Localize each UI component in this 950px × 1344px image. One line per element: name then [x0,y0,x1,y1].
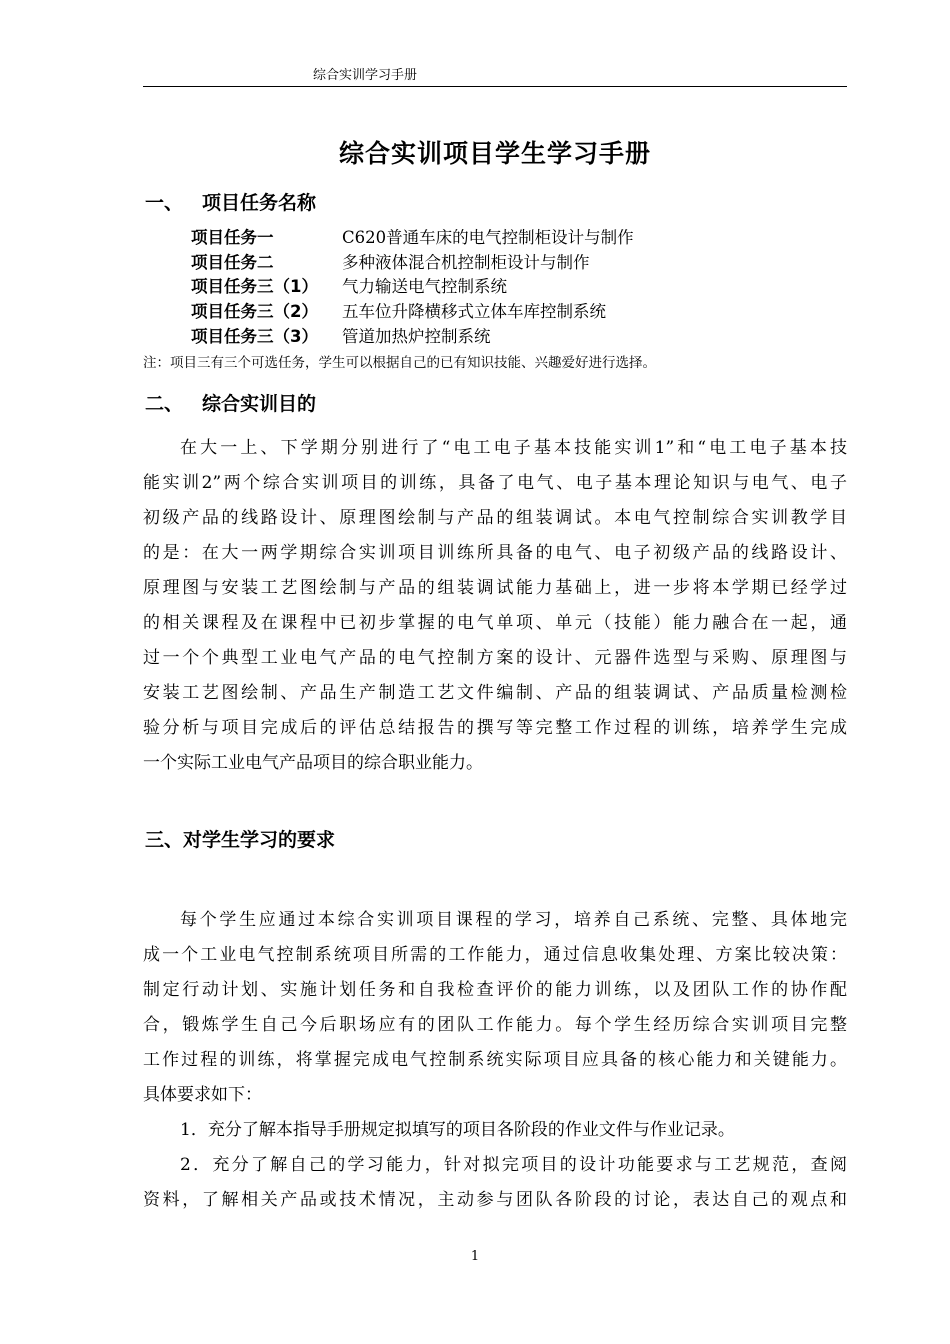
task-row [191,325,491,349]
task-row [191,300,606,324]
task-note: 注：项目三有三个可选任务，学生可以根据自己的已有知识技能、兴趣爱好进行选择。 [143,355,656,371]
paragraph-line: 制定行动计划、实施计划任务和自我检查评价的能力训练，以及团队工作的协作配 [143,980,847,1000]
task-name: 五车位升降横移式立体车库控制系统 [342,302,606,321]
section-number: 二、 [145,393,184,415]
page-number: 1 [470,1249,480,1264]
section-heading-training-purpose [145,389,316,416]
paragraph-line: 的相关课程及在课程中已初步掌握的电气单项、单元（技能）能力融合在一起，通 [143,613,847,633]
requirement-item-2: 2．充分了解自己的学习能力，针对拟完项目的设计功能要求与工艺规范，查阅 [180,1155,847,1175]
section-number: 一、 [145,192,184,214]
task-row [191,226,634,250]
paragraph-line: 原理图与安装工艺图绘制与产品的组装调试能力基础上，进一步将本学期已经学过 [143,578,847,598]
running-header: 综合实训学习手册 [312,68,417,83]
task-name: 气力输送电气控制系统 [342,277,507,296]
paragraph-line: 在大一上、下学期分别进行了“电工电子基本技能实训1”和“电工电子基本技 [180,438,847,458]
paragraph-line: 过一个个典型工业电气产品的电气控制方案的设计、元器件选型与采购、原理图与 [143,648,847,668]
paragraph-line: 初级产品的线路设计、原理图绘制与产品的组装调试。本电气控制综合实训教学目 [143,508,847,528]
task-name: C620普通车床的电气控制柜设计与制作 [342,228,634,247]
paragraph-line: 每个学生应通过本综合实训项目课程的学习，培养自己系统、完整、具体地完 [180,910,847,930]
task-name: 管道加热炉控制系统 [342,327,491,346]
task-label: 项目任务二 [191,253,274,272]
paragraph-line: 合，锻炼学生自己今后职场应有的团队工作能力。每个学生经历综合实训项目完整 [143,1015,847,1035]
requirement-item-2-continued: 资料，了解相关产品或技术情况，主动参与团队各阶段的讨论，表达自己的观点和 [143,1190,847,1210]
section-heading-task-names [145,188,316,215]
paragraph-line: 工作过程的训练，将掌握完成电气控制系统实际项目应具备的核心能力和关键能力。 [143,1050,847,1070]
section-heading-learning-requirements [145,825,335,852]
task-label: 项目任务三（1） [191,277,318,296]
paragraph-line: 成一个工业电气控制系统项目所需的工作能力，通过信息收集处理、方案比较决策： [143,945,847,965]
document-title: 综合实训项目学生学习手册 [338,139,651,168]
paragraph-line: 验分析与项目完成后的评估总结报告的撰写等完整工作过程的训练，培养学生完成 [143,718,847,738]
section-title: 综合实训目的 [202,393,317,415]
paragraph-line: 具体要求如下： [143,1085,262,1105]
section-title: 三、对学生学习的要求 [145,829,336,851]
task-name: 多种液体混合机控制柜设计与制作 [342,253,590,272]
requirement-item-1: 1．充分了解本指导手册规定拟填写的项目各阶段的作业文件与作业记录。 [180,1120,735,1140]
paragraph-line: 的是：在大一两学期综合实训项目训练所具备的电气、电子初级产品的线路设计、 [143,543,847,563]
task-label: 项目任务三（2） [191,302,318,321]
paragraph-line: 安装工艺图绘制、产品生产制造工艺文件编制、产品的组装调试、产品质量检测检 [143,683,847,703]
task-row [191,251,590,275]
task-row [191,275,507,299]
task-label: 项目任务三（3） [191,327,318,346]
paragraph-line: 能实训2”两个综合实训项目的训练，具备了电气、电子基本理论知识与电气、电子 [143,473,847,493]
header-rule [143,86,847,87]
task-label: 项目任务一 [191,228,274,247]
paragraph-line: 一个实际工业电气产品项目的综合职业能力。 [143,753,483,773]
section-title: 项目任务名称 [202,192,317,214]
